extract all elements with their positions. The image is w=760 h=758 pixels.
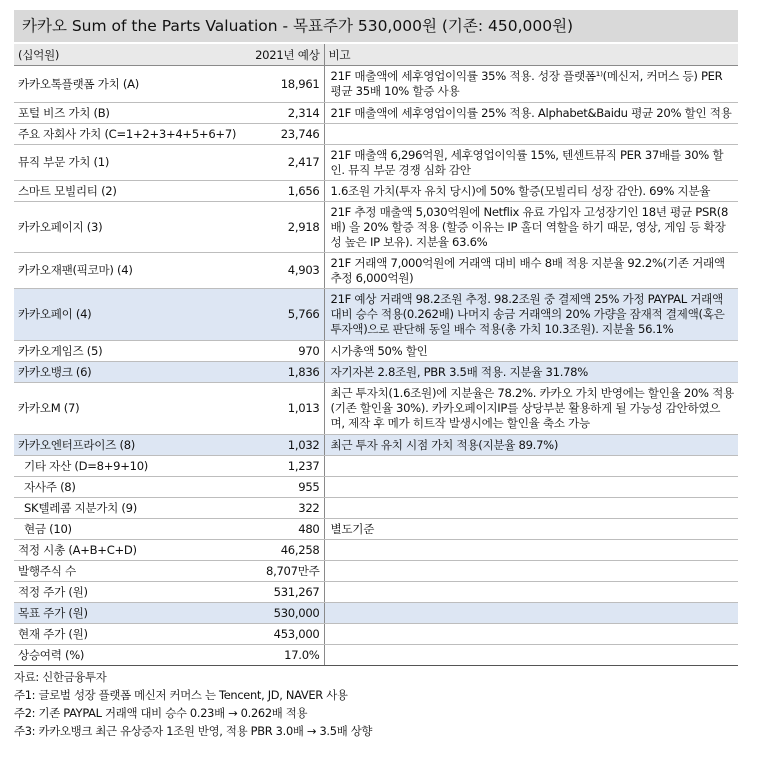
row-remark: [324, 124, 738, 145]
row-remark: [324, 582, 738, 603]
row-label: 스마트 모빌리티 (2): [14, 181, 188, 202]
row-label: 적정 시총 (A+B+C+D): [14, 540, 188, 561]
table-row: [14, 519, 738, 540]
row-label: 카카오페이지 (3): [14, 202, 188, 253]
row-label: 카카오톡플랫폼 가치 (A): [14, 66, 188, 103]
row-label: 카카오재팬(픽코마) (4): [14, 253, 188, 289]
row-label: 발행주식 수: [14, 561, 188, 582]
table-row: [14, 341, 738, 362]
row-remark: 21F 예상 거래액 98.2조원 추정. 98.2조원 중 결제액 25% 가정 PAYPAL 거래액 대비 승수 적용(0.262배) 나머지 송금 거래액의 20% 가량을 잠재적 결제액(혹은 투자액)으로 판단해 동일 배수 적용(총 가치 10.3조원). 지분율 56.1%: [324, 289, 738, 341]
row-value: 5,766: [188, 289, 324, 341]
row-label: 현금 (10): [14, 519, 188, 540]
table-row: [14, 561, 738, 582]
row-value: 17.0%: [188, 645, 324, 666]
header-unit: (십억원): [14, 44, 188, 66]
row-label: 현재 주가 (원): [14, 624, 188, 645]
row-remark: 별도기준: [324, 519, 738, 540]
row-value: 4,903: [188, 253, 324, 289]
table-row: [14, 477, 738, 498]
table-row: [14, 202, 738, 253]
table-row: [14, 383, 738, 435]
table-row: [14, 435, 738, 456]
table-row: [14, 540, 738, 561]
row-label: 자사주 (8): [14, 477, 188, 498]
row-value: 18,961: [188, 66, 324, 103]
row-value: 2,314: [188, 103, 324, 124]
table-row: [14, 181, 738, 202]
row-value: 8,707만주: [188, 561, 324, 582]
footnote: 주2: 기존 PAYPAL 거래액 대비 승수 0.23배 → 0.262배 적용: [14, 706, 308, 720]
table-row: [14, 145, 738, 181]
row-value: 322: [188, 498, 324, 519]
table-row: [14, 456, 738, 477]
row-value: 530,000: [188, 603, 324, 624]
row-label: 카카오게임즈 (5): [14, 341, 188, 362]
row-remark: 1.6조원 가치(투자 유치 당시)에 50% 할증(모빌리티 성장 감안). 69% 지분율: [324, 181, 738, 202]
row-remark: 21F 매출액 6,296억원, 세후영업이익률 15%, 텐센트뮤직 PER 37배를 30% 할인. 뮤직 부문 경쟁 심화 감안: [324, 145, 738, 181]
row-label: 주요 자회사 가치 (C=1+2+3+4+5+6+7): [14, 124, 188, 145]
row-remark: [324, 456, 738, 477]
row-value: 531,267: [188, 582, 324, 603]
header-2021e: 2021년 예상: [188, 44, 324, 66]
row-value: 2,918: [188, 202, 324, 253]
row-value: 1,836: [188, 362, 324, 383]
row-label: 목표 주가 (원): [14, 603, 188, 624]
row-label: 포털 비즈 가치 (B): [14, 103, 188, 124]
table-title: 카카오 Sum of the Parts Valuation - 목표주가 530,000원 (기존: 450,000원): [14, 10, 738, 42]
row-remark: 21F 거래액 7,000억원에 거래액 대비 배수 8배 적용 지분율 92.2%(기존 거래액 추정 6,000억원): [324, 253, 738, 289]
footnote: 주1: 글로벌 성장 플랫폼 메신저 커머스 는 Tencent, JD, NAVER 사용: [14, 688, 348, 702]
table-header-row: [14, 44, 738, 66]
row-remark: 21F 추정 매출액 5,030억원에 Netflix 유료 가입자 고성장기인 18년 평균 PSR(8배) 을 20% 할증 적용 (할증 이유는 IP 홀더 역할을 하기 때문, 영상, 게임 등 확장성 높은 IP 보유). 지분율 63.6%: [324, 202, 738, 253]
table-row: [14, 66, 738, 103]
table-row: [14, 582, 738, 603]
row-value: 480: [188, 519, 324, 540]
row-value: 2,417: [188, 145, 324, 181]
table-row: [14, 253, 738, 289]
row-value: 1,656: [188, 181, 324, 202]
table-row: [14, 603, 738, 624]
row-remark: [324, 624, 738, 645]
row-value: 970: [188, 341, 324, 362]
row-value: 1,032: [188, 435, 324, 456]
row-remark: [324, 540, 738, 561]
table-row: [14, 645, 738, 666]
row-remark: 시가총액 50% 할인: [324, 341, 738, 362]
row-remark: [324, 477, 738, 498]
footnote: 주3: 카카오뱅크 최근 유상증자 1조원 반영, 적용 PBR 3.0배 → 3.5배 상향: [14, 724, 373, 738]
table-row: [14, 103, 738, 124]
row-value: 1,237: [188, 456, 324, 477]
row-label: 상승여력 (%): [14, 645, 188, 666]
row-label: 카카오엔터프라이즈 (8): [14, 435, 188, 456]
row-value: 23,746: [188, 124, 324, 145]
table-body: [14, 66, 738, 666]
row-value: 453,000: [188, 624, 324, 645]
table-row: [14, 498, 738, 519]
row-remark: [324, 498, 738, 519]
row-remark: [324, 561, 738, 582]
row-remark: 자기자본 2.8조원, PBR 3.5배 적용. 지분율 31.78%: [324, 362, 738, 383]
table-row: [14, 362, 738, 383]
row-value: 955: [188, 477, 324, 498]
source-note: 자료: 신한금융투자: [14, 670, 107, 684]
row-label: 적정 주가 (원): [14, 582, 188, 603]
row-value: 1,013: [188, 383, 324, 435]
row-label: 뮤직 부문 가치 (1): [14, 145, 188, 181]
row-remark: 최근 투자 유치 시점 가치 적용(지분율 89.7%): [324, 435, 738, 456]
sotp-table: [14, 44, 738, 666]
row-label: 카카오페이 (4): [14, 289, 188, 341]
row-label: SK텔레콤 지분가치 (9): [14, 498, 188, 519]
header-remark: 비고: [324, 44, 738, 66]
table-row: [14, 289, 738, 341]
table-row: [14, 124, 738, 145]
row-remark: [324, 645, 738, 666]
row-remark: 21F 매출액에 세후영업이익률 25% 적용. Alphabet&Baidu 평균 20% 할인 적용: [324, 103, 738, 124]
row-label: 카카오뱅크 (6): [14, 362, 188, 383]
table-row: [14, 624, 738, 645]
row-remark: 21F 매출액에 세후영업이익률 35% 적용. 성장 플랫폼¹⁾(메신저, 커머스 등) PER 평균 35배 10% 할증 사용: [324, 66, 738, 103]
row-remark: [324, 603, 738, 624]
row-label: 카카오M (7): [14, 383, 188, 435]
row-value: 46,258: [188, 540, 324, 561]
footnotes: [14, 668, 738, 740]
row-label: 기타 자산 (D=8+9+10): [14, 456, 188, 477]
row-remark: 최근 투자치(1.6조원)에 지분율은 78.2%. 카카오 가치 반영에는 할인율 20% 적용(기존 할인율 30%). 카카오페이지IP를 상당부분 활용하게 될 가능성 감안하였으며, 제작 후 메가 히트작 발생시에는 할인율 축소 가능: [324, 383, 738, 435]
